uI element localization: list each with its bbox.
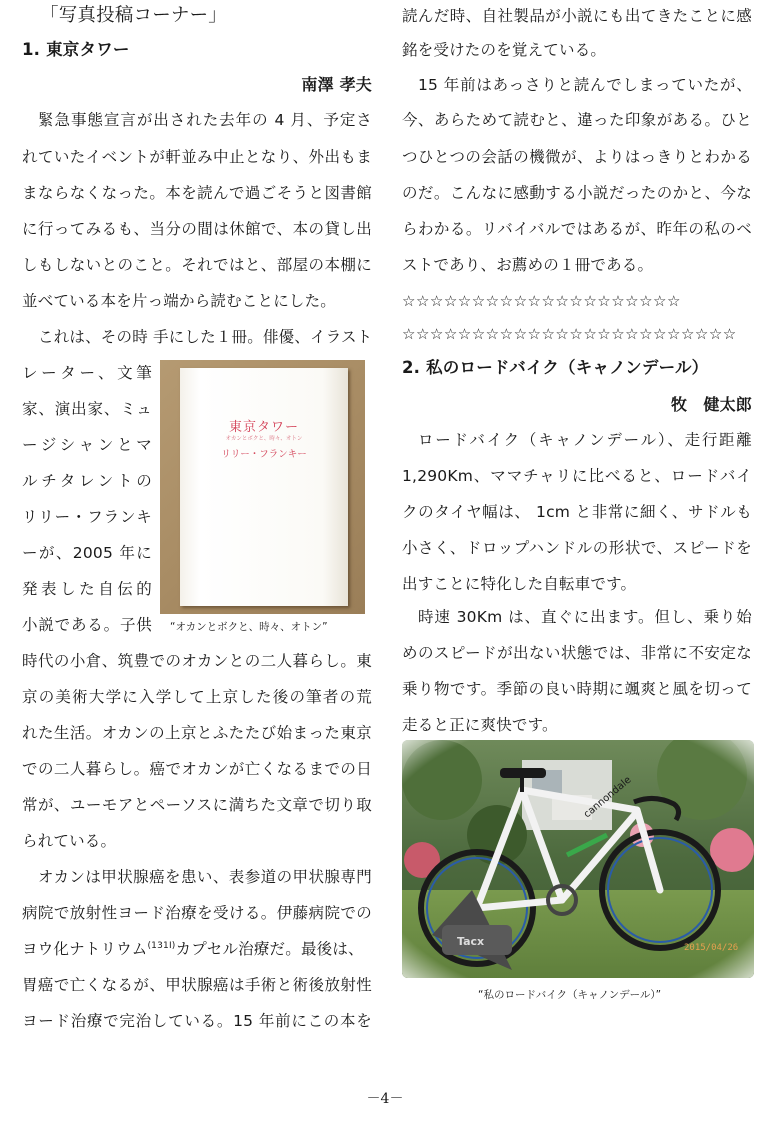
article1-cont-line: 今、あらためて読むと、違った印象がある。ひと — [402, 111, 752, 129]
article1-line: 胃癌で亡くなるが、甲状腺癌は手術と術後放射性 — [22, 976, 372, 994]
article1-narrow-line: ージシャンとマ — [22, 436, 152, 454]
article2-line: クのタイヤ幅は、 1cm と非常に細く、サドルも — [402, 503, 752, 521]
article1-line: ヨード治療で完治している。15 年前にこの本を — [22, 1012, 372, 1030]
article1-line: 京の美術大学に入学して上京した後の筆者の荒 — [22, 688, 372, 706]
article1-line: れた生活。オカンの上京とふたたび始まった東京 — [22, 724, 372, 742]
article1-line: 時代の小倉、筑豊でのオカンとの二人暮らし。東 — [22, 652, 372, 670]
article1-narrow-line: ルチタレントの — [22, 472, 152, 490]
article1-cont-line: 銘を受けたのを覚えている。 — [402, 41, 607, 59]
article1-line: しもしないとのこと。それではと、部屋の本棚に — [22, 256, 372, 274]
article1-narrow-line: 家、演出家、ミュ — [22, 400, 152, 418]
page-number: －4－ — [366, 1091, 404, 1107]
article2-line: 時速 30Km は、直ぐに出ます。但し、乗り始 — [418, 608, 752, 626]
book-photo — [160, 360, 365, 614]
article1-line: これは、その時 手にした１冊。俳優、イラスト — [38, 328, 373, 346]
bike-photo — [402, 740, 754, 978]
book-subtitle: オカンとボクと、時々、オトン — [225, 436, 303, 442]
article2-line: 乗り物です。季節の良い時期に颯爽と風を切って — [402, 680, 752, 698]
article1-narrow-line: 発表した自伝的 — [22, 580, 152, 598]
article1-cont-line: らわかる。リバイバルではあるが、昨年の私のベ — [402, 220, 752, 238]
book-caption: “オカンとボクと、時々、オトン” — [170, 621, 328, 633]
article1-cont-line: 読んだ時、自社製品が小説にも出てきたことに感 — [402, 7, 752, 25]
book-author: リリー・フランキー — [221, 449, 307, 460]
article1-cont-line: つひとつの会話の機微が、よりはっきりとわかる — [402, 148, 752, 166]
book-cover — [180, 368, 348, 606]
article1-line: での二人暮らし。癌でオカンが亡くなるまでの日 — [22, 760, 372, 778]
corner-title: 「写真投稿コーナー」 — [40, 5, 228, 26]
article1-cont-line: 15 年前はあっさりと読んでしまっていたが、 — [418, 76, 752, 94]
article1-narrow-line: レーター、文筆 — [22, 364, 152, 382]
article1-line: 病院で放射性ヨード治療を受ける。伊藤病院での — [22, 904, 372, 922]
article2-line: 走ると正に爽快です。 — [402, 716, 558, 734]
article1-line: まならなくなった。本を読んで過ごそうと図書館 — [22, 184, 372, 202]
iodine-text: ヨウ化ナトリウム — [22, 940, 148, 958]
article2-author: 牧 健太郎 — [670, 395, 752, 414]
article2-line: ロードバイク（キャノンデール）、走行距離 — [418, 431, 752, 449]
bike-photo-illustration — [402, 740, 754, 978]
article1-line: オカンは甲状腺癌を患い、表参道の甲状腺専門 — [38, 868, 372, 886]
article1-line: 緊急事態宣言が出された去年の 4 月、予定さ — [38, 111, 372, 129]
article1-line: れていたイベントが軒並み中止となり、外出もま — [22, 148, 372, 166]
book-title: 東京タワー — [228, 420, 299, 435]
article1-line-iodine — [22, 939, 372, 959]
article1-heading: 1. 東京タワー — [22, 40, 130, 59]
article1-line: られている。 — [22, 832, 117, 850]
star-divider: ☆☆☆☆☆☆☆☆☆☆☆☆☆☆☆☆☆☆☆☆☆☆☆☆ — [402, 325, 737, 343]
article2-line: 1,290Km、ママチャリに比べると、ロードバイ — [402, 467, 752, 485]
iodine-text-after: カプセル治療だ。最後は、 — [175, 940, 364, 958]
article2-line: 出すことに特化した自転車です。 — [402, 575, 637, 593]
article2-line: 小さく、ドロップハンドルの形状で、スピードを — [402, 539, 752, 557]
iodine-superscript: (131I) — [147, 940, 176, 951]
article1-narrow-line: 小説である。子供 — [22, 616, 152, 634]
star-divider: ☆☆☆☆☆☆☆☆☆☆☆☆☆☆☆☆☆☆☆☆ — [402, 292, 681, 310]
article1-narrow-line: ーが、2005 年に — [22, 544, 152, 562]
article1-line: 並べている本を片っ端から読むことにした。 — [22, 292, 337, 310]
article1-line: 常が、ユーモアとペーソスに満ちた文章で切り取 — [22, 796, 372, 814]
bike-caption: “私のロードバイク（キャノンデール）” — [478, 989, 662, 1001]
article1-cont-line: のだ。こんなに感動する小説だったのかと、今な — [402, 184, 752, 202]
article2-heading: 2. 私のロードバイク（キャノンデール） — [402, 358, 709, 377]
article2-line: めのスピードが出ない状態では、非常に不安定な — [402, 644, 752, 662]
article1-cont-line: ストであり、お薦めの１冊である。 — [402, 256, 654, 274]
article1-narrow-line: リリー・フランキ — [22, 508, 152, 526]
article1-author: 南澤 孝夫 — [301, 75, 372, 94]
article1-line: に行ってみるも、当分の間は休館で、本の貸し出 — [22, 220, 372, 238]
